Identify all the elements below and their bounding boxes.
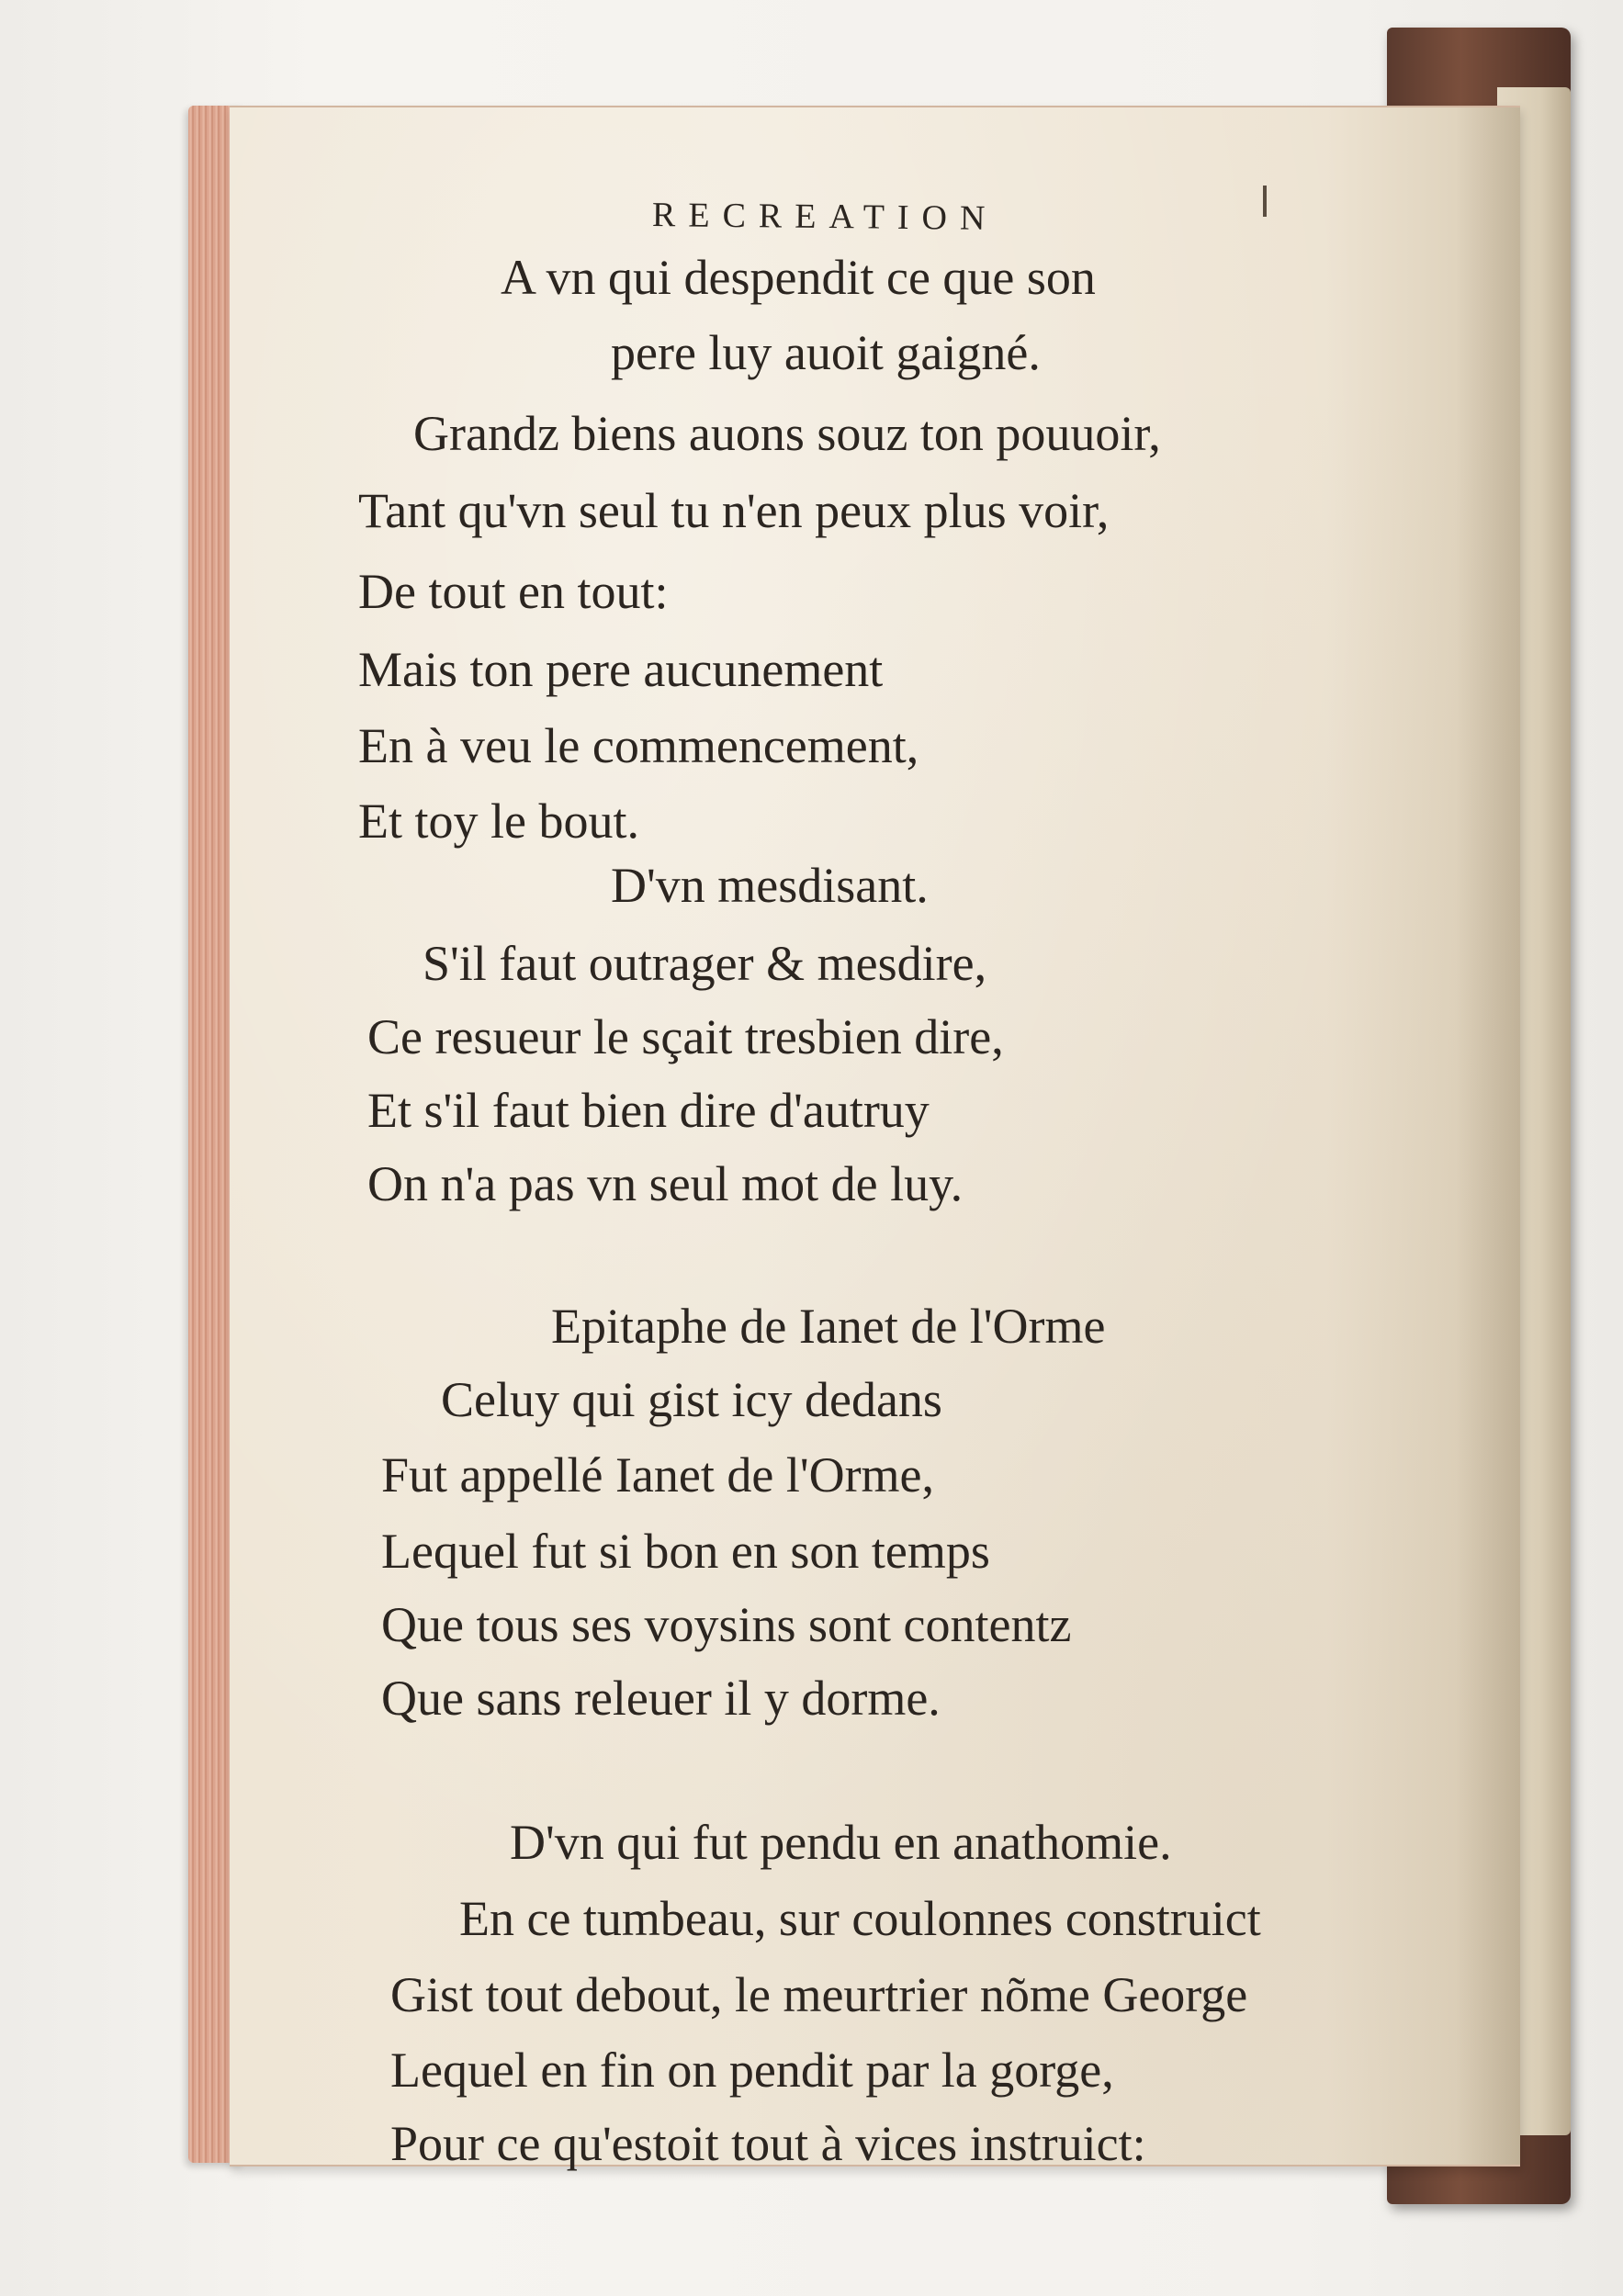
- poem-3-verse-5: Que sans releuer il y dorme.: [381, 1671, 941, 1726]
- poem-1-verse-2: Tant qu'vn seul tu n'en peux plus voir,: [358, 483, 1110, 538]
- poem-3-verse-4: Que tous ses voysins sont contentz: [381, 1597, 1072, 1652]
- running-head: RECREATION: [651, 196, 998, 238]
- book-page: [230, 106, 1520, 2171]
- poem-4-verse-4: Pour ce qu'estoit tout à vices instruict:: [390, 2116, 1146, 2171]
- poem-1-verse-3: De tout en tout:: [358, 564, 669, 619]
- poem-2-title: D'vn mesdisant.: [611, 858, 929, 913]
- poem-1-title-line-2: pere luy auoit gaigné.: [611, 325, 1041, 380]
- poem-1-verse-4: Mais ton pere aucunement: [358, 642, 884, 697]
- poem-1-verse-1: Grandz biens auons souz ton pouuoir,: [413, 406, 1161, 461]
- poem-2-verse-4: On n'a pas vn seul mot de luy.: [367, 1156, 964, 1211]
- poem-3-verse-1: Celuy qui gist icy dedans: [441, 1372, 942, 1427]
- ink-mark: [1263, 186, 1267, 217]
- poem-3-title: Epitaphe de Ianet de l'Orme: [551, 1299, 1106, 1354]
- poem-1-verse-6: Et toy le bout.: [358, 793, 639, 849]
- poem-3-verse-3: Lequel fut si bon en son temps: [381, 1524, 990, 1579]
- poem-2-verse-1: S'il faut outrager & mesdire,: [423, 936, 987, 991]
- poem-2-verse-2: Ce resueur le sçait tresbien dire,: [367, 1009, 1004, 1064]
- poem-1-verse-5: En à veu le commencement,: [358, 718, 919, 773]
- poem-2-verse-3: Et s'il faut bien dire d'autruy: [367, 1083, 930, 1138]
- page-text: [230, 107, 1520, 2171]
- poem-3-verse-2: Fut appellé Ianet de l'Orme,: [381, 1447, 935, 1503]
- poem-1-title-line-1: A vn qui despendit ce que son: [501, 250, 1096, 305]
- poem-4-verse-1: En ce tumbeau, sur coulonnes construict: [459, 1891, 1261, 1946]
- poem-4-verse-2: Gist tout debout, le meurtrier nõme George: [390, 1967, 1248, 2022]
- poem-4-verse-3: Lequel en fin on pendit par la gorge,: [390, 2043, 1114, 2098]
- poem-4-title: D'vn qui fut pendu en anathomie.: [510, 1815, 1172, 1870]
